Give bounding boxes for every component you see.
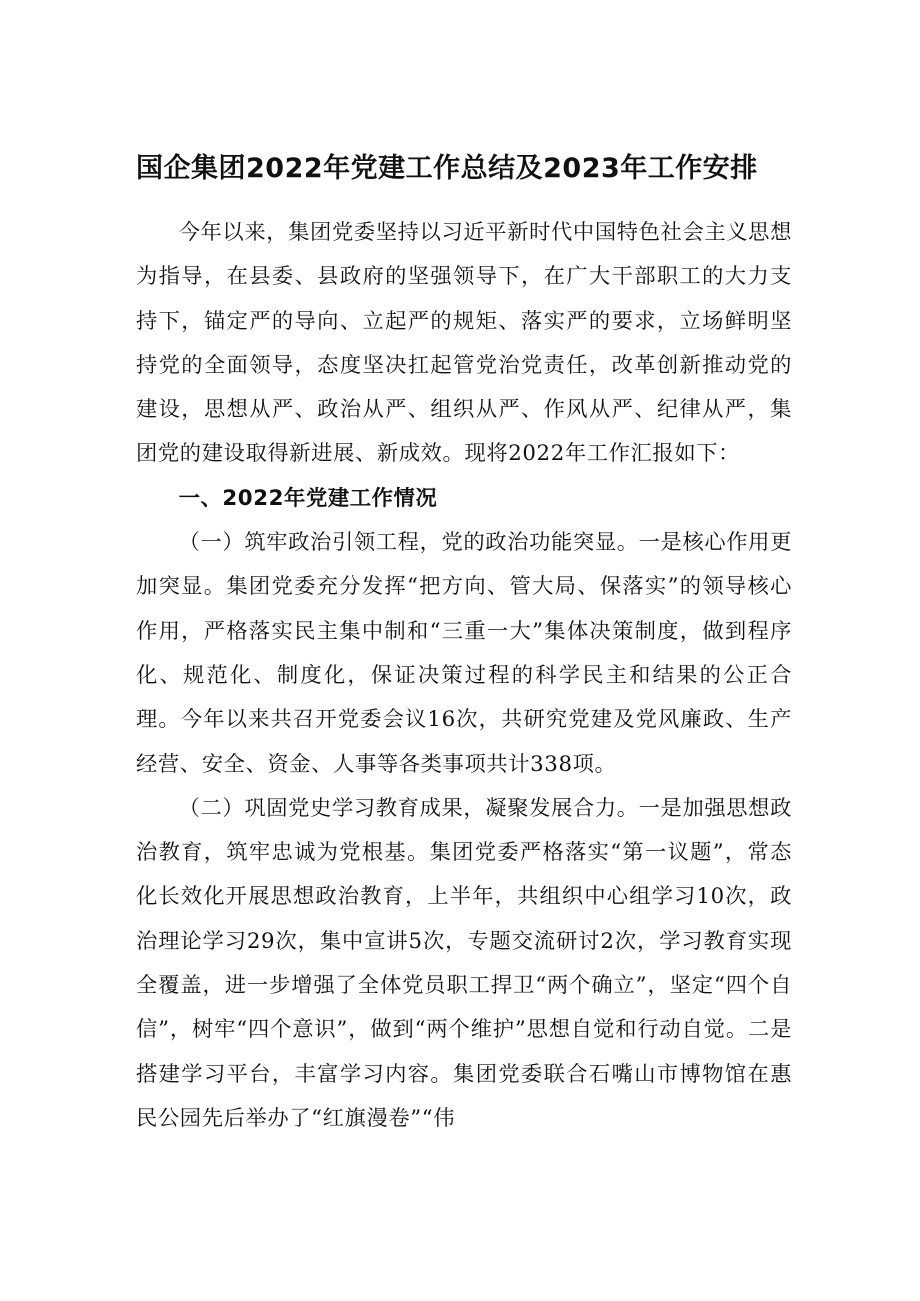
section-heading: 一、2022年党建工作情况: [178, 485, 438, 511]
body-paragraph-2: （二）巩固党史学习教育成果，凝聚发展合力。一是加强思想政治教育，筑牢忠诚为党根基。集团党委严格落实“第一议题”，常态化长效化开展思想政治教育，上半年，共组织中心组学习10次，政治理论学习29次，集中宣讲5次，专题交流研讨2次，学习教育实现全覆盖，进一步增强了全体党员职工捍卫“两个确立”，坚定“四个自信”，树牢“四个意识”，做到“两个维护”思想自觉和行动自觉。二是搭建学习平台，丰富学习内容。集团党委联合石嘴山市博物馆在惠民公园先后举办了“红旗漫卷”“伟: [136, 795, 792, 1131]
document-body: [136, 211, 792, 1141]
body-paragraph-1: （一）筑牢政治引领工程，党的政治功能突显。一是核心作用更加突显。集团党委充分发挥“把方向、管大局、保落实”的领导核心作用，严格落实民主集中制和“三重一大”集体决策制度，做到程序化、规范化、制度化，保证决策过程的科学民主和结果的公正合理。今年以来共召开党委会议16次，共研究党建及党风廉政、生产经营、安全、资金、人事等各类事项共计338项。: [136, 530, 792, 777]
document-title: 国企集团2022年党建工作总结及2023年工作安排: [136, 153, 758, 184]
intro-paragraph: 今年以来，集团党委坚持以习近平新时代中国特色社会主义思想为指导，在县委、县政府的坚强领导下，在广大干部职工的大力支持下，锚定严的导向、立起严的规矩、落实严的要求，立场鲜明坚持党的全面领导，态度坚决扛起管党治党责任，改革创新推动党的建设，思想从严、政治从严、组织从严、作风从严、纪律从严，集团党的建设取得新进展、新成效。现将2022年工作汇报如下：: [136, 220, 792, 467]
